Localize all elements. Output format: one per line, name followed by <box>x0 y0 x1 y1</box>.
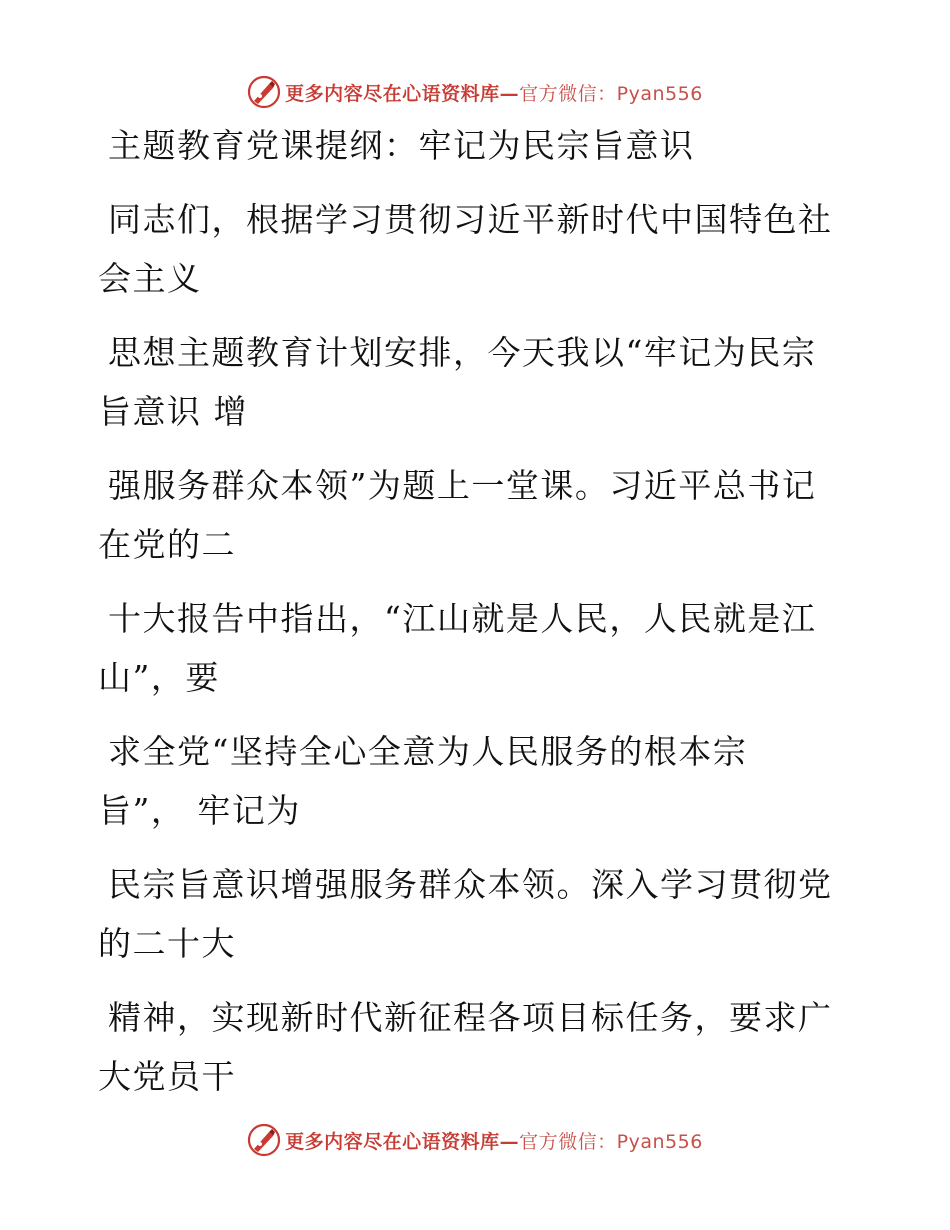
paragraph-line: 精神，实现新时代新征程各项目标任务，要求广 <box>108 998 833 1037</box>
paragraph-line: 山”，要 <box>98 658 220 697</box>
document-title: 主题教育党课提纲：牢记为民宗旨意识 <box>108 126 695 165</box>
paragraph-line: 十大报告中指出，“江山就是人民，人民就是江 <box>108 599 817 638</box>
pen-logo-icon <box>247 1123 281 1157</box>
paragraph-line: 的二十大 <box>98 924 236 963</box>
paragraph-line: 民宗旨意识增强服务群众本领。深入学习贯彻党 <box>108 865 833 904</box>
paragraph-line: 大党员干 <box>98 1057 236 1096</box>
paragraph-line: 在党的二 <box>98 525 236 564</box>
banner-title: 更多内容尽在心语资料库— <box>285 82 520 105</box>
footer-watermark-banner <box>0 1120 950 1160</box>
paragraph-line: 旨意识 增 <box>98 392 248 431</box>
paragraph-line: 会主义 <box>98 259 202 298</box>
paragraph-line: 同志们，根据学习贯彻习近平新时代中国特色社 <box>108 200 833 239</box>
paragraph-line: 思想主题教育计划安排，今天我以“牢记为民宗 <box>108 333 817 372</box>
banner-title: 更多内容尽在心语资料库— <box>285 1130 520 1153</box>
paragraph-line: 求全党“坚持全心全意为人民服务的根本宗 <box>108 732 748 771</box>
banner-wechat: 官方微信：Pyan556 <box>519 1130 703 1153</box>
banner-wechat: 官方微信：Pyan556 <box>519 82 703 105</box>
paragraph-line: 旨”， 牢记为 <box>98 791 301 830</box>
paragraph-line: 强服务群众本领”为题上一堂课。习近平总书记 <box>108 466 817 505</box>
